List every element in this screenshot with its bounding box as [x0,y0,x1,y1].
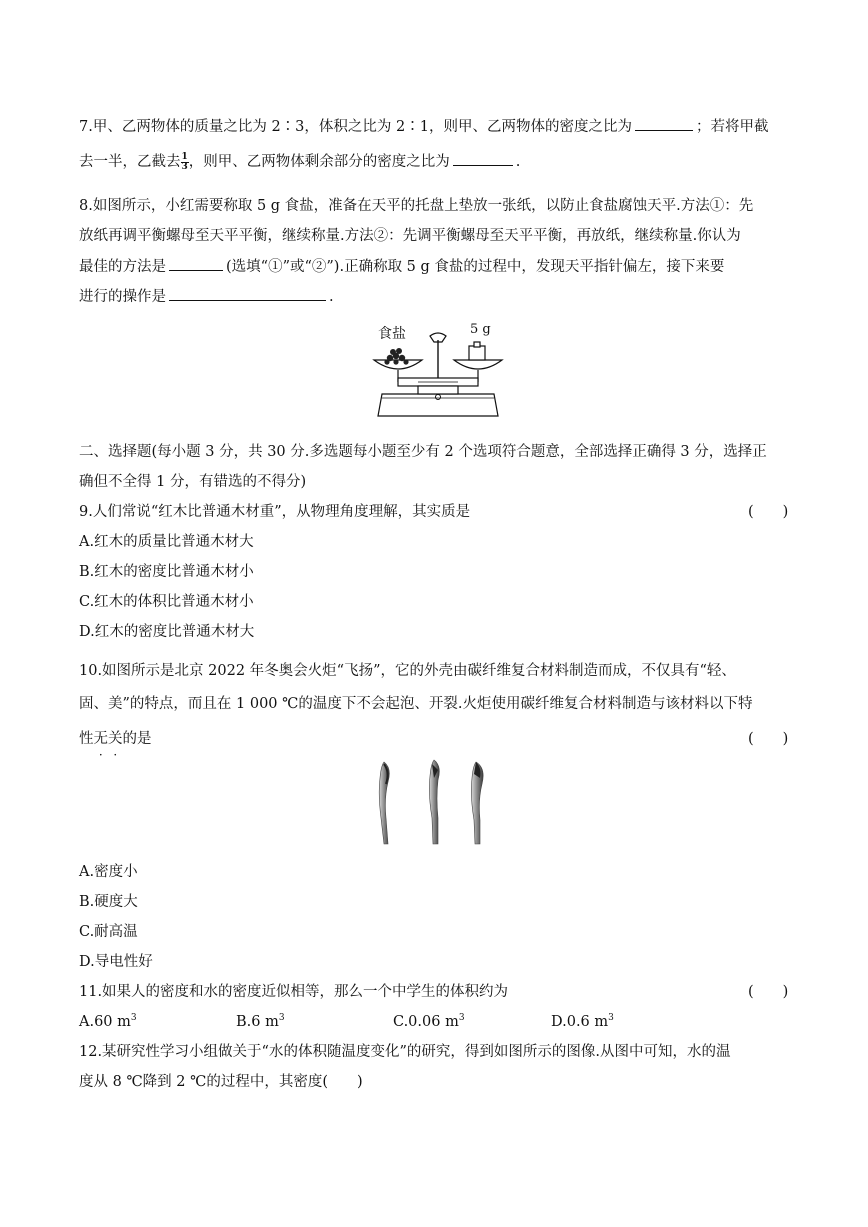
q9-option-a[interactable]: A.红木的质量比普通木材大 [79,534,254,550]
q8-answer-blank-2[interactable] [169,286,326,301]
emphasis-char-guan: 关 [108,731,123,747]
q10-option-c[interactable]: C.耐高温 [79,924,138,940]
q7-text-3: 去一半，乙截去 [79,154,181,170]
q9-option-c[interactable]: C.红木的体积比普通木材小 [79,594,254,610]
q8-text-1: 最佳的方法是 [79,259,166,275]
fraction-denominator: 3 [181,161,188,172]
superscript-3: 3 [608,1013,614,1023]
q11-option-d-text: D.0.6 m [551,1014,609,1030]
q7-text-1: 7.甲、乙两物体的质量之比为 2∶3，体积之比为 2∶1，则甲、乙两物体的密度之比为 [79,119,632,135]
q8-line3 [79,256,724,277]
q7-text-5: . [515,154,521,170]
q8-line4 [79,286,334,307]
section2-line2: 确但不全得 1 分，有错选的不得分) [79,474,307,490]
q11-option-b-text: B.6 m [236,1014,279,1030]
q12-line1: 12.某研究性学习小组做关于“水的体积随温度变化”的研究，得到如图所示的图像.从图中可知，水的温 [79,1044,731,1060]
q11-option-c-text: C.0.06 m [393,1014,459,1030]
torch-2 [429,760,439,844]
fraction-one-third [181,153,189,172]
q10-text-2: 的是 [122,731,152,747]
superscript-3: 3 [458,1013,465,1023]
q9-answer-paren[interactable]: ( ) [748,504,789,520]
q7-text-2: ；若将甲截 [695,119,769,135]
q7-answer-blank-2[interactable] [453,151,513,166]
weight-5g [469,346,485,360]
emphasis-char-wu: 无 [93,731,108,747]
q10-line1: 10.如图所示是北京 2022 年冬奥会火炬“飞扬”，它的外壳由碳纤维复合材料制造而成，不仅具有“轻、 [79,663,736,679]
right-pan [454,360,502,369]
q9-stem: 9.人们常说“红木比普通木材重”，从物理角度理解，其实质是 [79,504,471,520]
q9-option-b[interactable]: B.红木的密度比普通木材小 [79,564,254,580]
torch-1 [379,762,389,844]
q8-text-3: 进行的操作是 [79,289,166,305]
section2-line1: 二、选择题(每小题 3 分，共 30 分.多选题每小题至少有 2 个选项符合题意，全部选择正确得 3 分，选择正 [79,444,767,460]
q10-line3 [79,729,152,749]
q10-option-d[interactable]: D.导电性好 [79,954,153,970]
fraction-numerator: 1 [181,151,188,162]
q11-option-a-text: A.60 m [79,1014,131,1030]
q11-answer-paren[interactable]: ( ) [748,984,789,1000]
q7-text-4: ，则甲、乙两物体剩余部分的密度之比为 [188,154,450,170]
q11-option-c[interactable] [393,1012,465,1032]
label-salt: 食盐 [378,326,406,342]
q11-option-a[interactable] [79,1012,137,1032]
q8-text-2: (选填“①”或“②”).正确称取 5 g 食盐的过程中，发现天平指针偏左，接下来要 [226,259,725,275]
q7-answer-blank-1[interactable] [635,116,693,131]
balance-scale-figure [368,318,508,424]
salt-pile [384,348,408,365]
q9-option-d[interactable]: D.红木的密度比普通木材大 [79,624,255,640]
q11-option-d[interactable] [551,1012,614,1032]
q11-option-b[interactable] [236,1012,285,1032]
q12-line2: 度从 8 ℃降到 2 ℃的过程中，其密度( ) [79,1074,363,1090]
q8-text-4: . [329,289,334,305]
label-5g: 5 g [470,322,491,337]
q8-answer-blank-1[interactable] [169,256,223,271]
superscript-3: 3 [278,1013,285,1023]
superscript-3: 3 [130,1013,137,1023]
q7-line1 [79,116,768,137]
q7-line2 [79,151,520,172]
q11-stem: 11.如果人的密度和水的密度近似相等，那么一个中学生的体积约为 [79,984,509,1000]
q10-option-a[interactable]: A.密度小 [79,864,138,880]
q8-line1: 8.如图所示，小红需要称取 5 g 食盐，准备在天平的托盘上垫放一张纸，以防止食盐腐蚀天平.方法①：先 [79,198,754,214]
q10-answer-paren[interactable]: ( ) [748,731,789,747]
q10-option-b[interactable]: B.硬度大 [79,894,138,910]
q8-line2: 放纸再调平衡螺母至天平平衡，继续称量.方法②：先调平衡螺母至天平平衡，再放纸，继续称量.你认为 [79,228,741,244]
q10-text-1: 性 [79,731,94,747]
q10-line2: 固、美”的特点，而且在 1 000 ℃的温度下不会起泡、开裂.火炬使用碳纤维复合材料制造与该材料以下特 [79,696,753,712]
base [378,394,498,416]
torch-3 [471,762,483,844]
torch-figure [370,758,500,848]
